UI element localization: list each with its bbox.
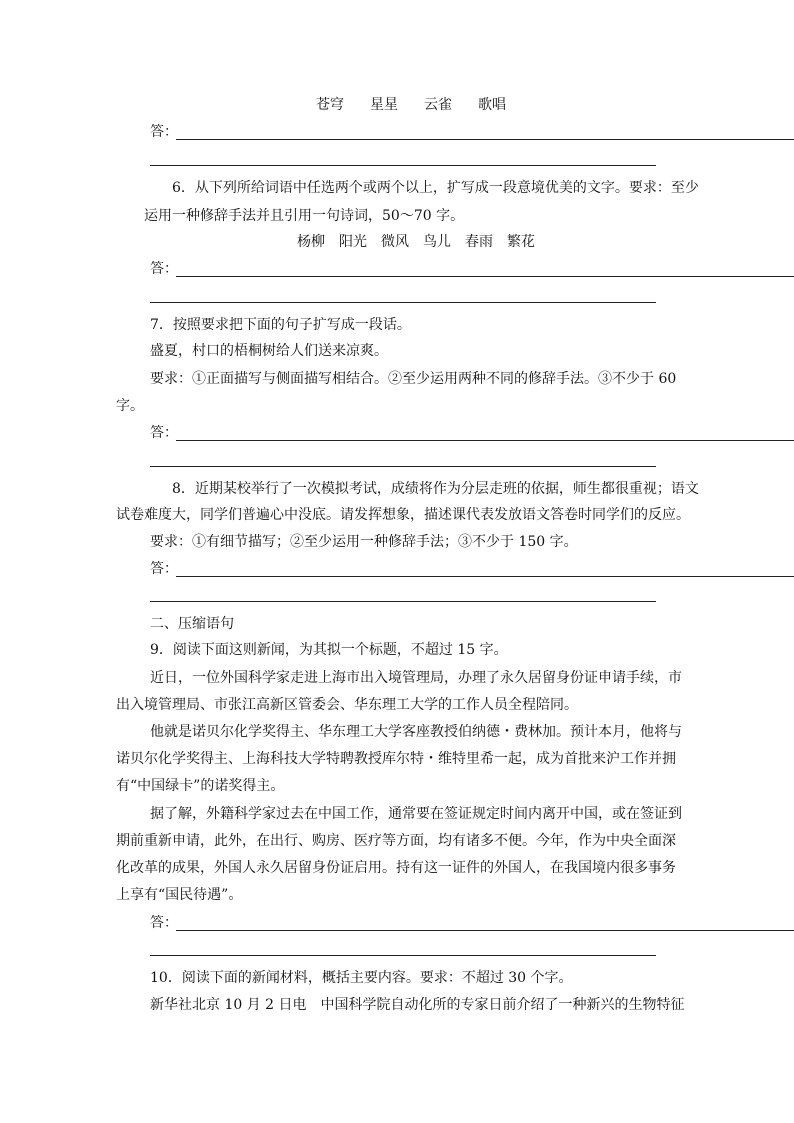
q5-word: 云雀: [424, 97, 452, 113]
q6-word: 阳光: [339, 234, 367, 250]
q6-answer-line-2[interactable]: [150, 302, 656, 303]
q8-question-cont: 试卷难度大，同学们普遍心中没底。请发挥想象，描述课代表发放语文答卷时同学们的反应。: [116, 507, 690, 523]
q5-answer-line-2[interactable]: [150, 165, 656, 166]
q6-word: 鸟儿: [423, 234, 451, 250]
q9-paragraph-3: 据了解，外籍科学家过去在中国工作，通常要在签证规定时间内离开中国，或在签证到: [150, 806, 682, 822]
q5-answer-line[interactable]: [176, 139, 794, 140]
q9-paragraph-2: 他就是诺贝尔化学奖得主、华东理工大学客座教授伯纳德・费林加。预计本月，他将与: [150, 724, 682, 740]
section-title: 二、压缩语句: [150, 616, 234, 632]
q9-paragraph-3-end: 上享有“国民待遇”。: [116, 887, 243, 903]
q9-paragraph-3-cont: 期前重新申请，此外，在出行、购房、医疗等方面，均有诸多不便。今年，作为中央全面深: [116, 833, 676, 849]
q7-requirements-cont: 字。: [116, 398, 144, 414]
q5-word: 歌唱: [478, 97, 506, 113]
q10-question: 10．阅读下面的新闻材料，概括主要内容。要求：不超过 30 个字。: [150, 970, 573, 986]
q9-paragraph-2-end: 有“中国绿卡”的诺奖得主。: [116, 778, 285, 794]
q9-paragraph-1-cont: 出入境管理局、市张江高新区管委会、华东理工大学的工作人员全程陪同。: [116, 697, 578, 713]
q9-question: 9．阅读下面这则新闻，为其拟一个标题，不超过 15 字。: [150, 642, 508, 658]
q5-word: 星星: [370, 97, 398, 113]
q6-answer-label: 答：: [150, 261, 178, 277]
q6-answer-line[interactable]: [176, 276, 794, 277]
q6-word-list: [297, 233, 535, 251]
q8-question: 8．近期某校举行了一次模拟考试，成绩将作为分层走班的依据，师生都很重视；语文: [172, 481, 699, 497]
q6-question: 6．从下列所给词语中任选两个或两个以上，扩写成一段意境优美的文字。要求：至少: [172, 180, 699, 196]
q6-word: 春雨: [465, 234, 493, 250]
q6-word: 杨柳: [297, 234, 325, 250]
q9-paragraph-2-cont: 诺贝尔化学奖得主、上海科技大学特聘教授库尔特・维特里希一起，成为首批来沪工作并拥: [116, 751, 676, 767]
q6-word: 繁花: [507, 234, 535, 250]
q5-word-list: [316, 96, 506, 114]
q10-material: 新华社北京 10 月 2 日电 中国科学院自动化所的专家日前介绍了一种新兴的生物特征: [150, 997, 685, 1013]
q7-answer-line[interactable]: [176, 440, 794, 441]
q7-answer-line-2[interactable]: [150, 466, 656, 467]
q6-word: 微风: [381, 234, 409, 250]
q8-answer-line[interactable]: [176, 576, 794, 577]
q7-requirements: 要求：①正面描写与侧面描写相结合。②至少运用两种不同的修辞手法。③不少于 60: [150, 371, 677, 387]
q7-answer-label: 答：: [150, 425, 178, 441]
q7-question: 7．按照要求把下面的句子扩写成一段话。: [150, 317, 411, 333]
q9-paragraph-3-cont-2: 化改革的成果，外国人永久居留身份证启用。持有这一证件的外国人，在我国境内很多事务: [116, 860, 676, 876]
q9-answer-line[interactable]: [176, 930, 794, 931]
q8-requirements: 要求：①有细节描写；②至少运用一种修辞手法；③不少于 150 字。: [150, 534, 578, 550]
q5-answer-label: 答：: [150, 124, 178, 140]
q9-answer-line-2[interactable]: [150, 955, 656, 956]
q9-answer-label: 答：: [150, 915, 178, 931]
q9-paragraph-1: 近日，一位外国科学家走进上海市出入境管理局，办理了永久居留身份证申请手续，市: [150, 670, 682, 686]
q8-answer-label: 答：: [150, 561, 178, 577]
q5-word: 苍穹: [316, 97, 344, 113]
q6-question-cont: 运用一种修辞手法并且引用一句诗词，50～70 字。: [144, 208, 465, 224]
q8-answer-line-2[interactable]: [150, 601, 656, 602]
q7-sentence: 盛夏，村口的梧桐树给人们送来凉爽。: [150, 343, 388, 359]
